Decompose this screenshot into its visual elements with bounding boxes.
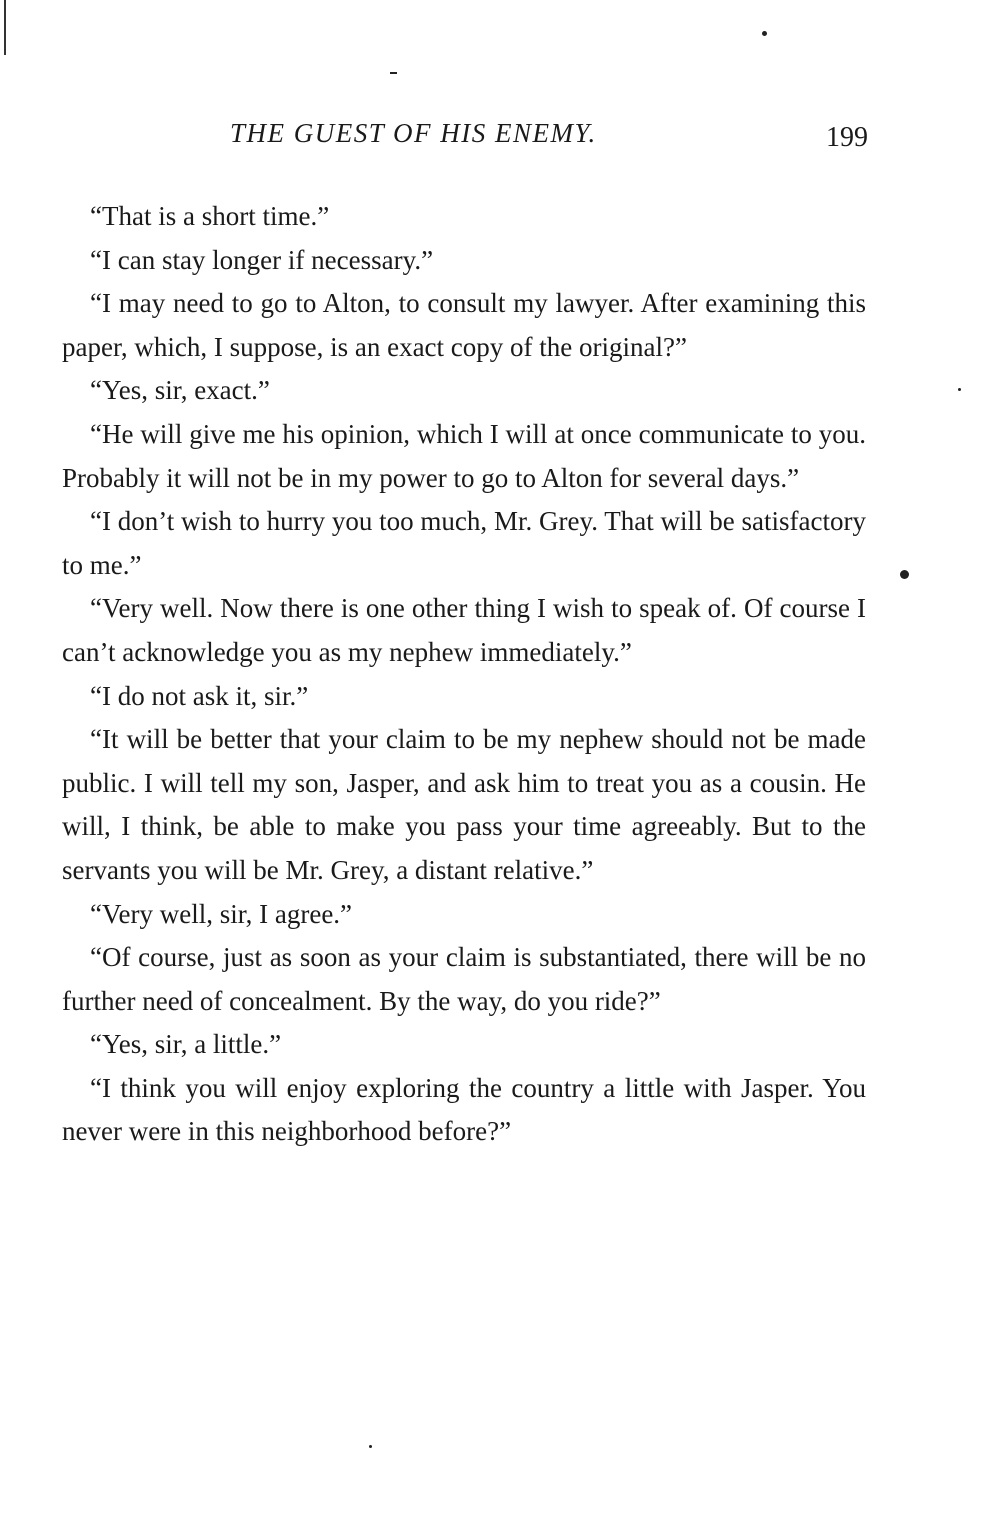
paragraph: “He will give me his opinion, which I will at once communicate to you. Probably it will not be in my power to go to Alton for several days.”: [62, 418, 866, 493]
paragraph: “I can stay longer if necessary.”: [90, 244, 434, 275]
scan-speck: [369, 1445, 372, 1448]
paragraph: “I don’t wish to hurry you too much, Mr. Grey. That will be satisfactory to me.”: [62, 506, 866, 580]
scan-edge-line: [4, 0, 6, 55]
running-title: THE GUEST OF HIS ENEMY.: [230, 118, 597, 148]
paragraph: “That is a short time.”: [90, 201, 330, 231]
body-text: [62, 195, 866, 1154]
page-header: [62, 118, 872, 162]
scan-speck: [958, 388, 961, 391]
paragraph: “Yes, sir, exact.”: [90, 375, 270, 406]
page-number: 199: [826, 122, 868, 153]
paragraph: “Very well. Now there is one other thing I wish to speak of. Of course I can’t acknowledge you as my nephew immediately.”: [62, 593, 866, 667]
paragraph: “I think you will enjoy exploring the country a little with Jasper. You never were in this neighborhood before?”: [62, 1072, 866, 1147]
scan-speck: [390, 72, 397, 74]
scan-speck: [762, 31, 767, 36]
paragraph: “It will be better that your claim to be my nephew should not be made public. I will tell my son, Jasper, and ask him to treat you as a cousin. He will, I think, be able to make you pass your time agreeably. But to the servants you will be Mr. Grey, a distant relative.”: [62, 724, 866, 885]
paragraph: “Very well, sir, I agree.”: [90, 898, 353, 929]
paragraph: “Yes, sir, a little.”: [90, 1029, 282, 1060]
paragraph: “I do not ask it, sir.”: [90, 680, 309, 711]
paragraph: “Of course, just as soon as your claim is substantiated, there will be no further need of concealment. By the way, do you ride?”: [62, 942, 866, 1016]
paragraph: “I may need to go to Alton, to consult my lawyer. After examining this paper, which, I suppose, is an exact copy of the original?”: [62, 288, 866, 362]
scan-speck: [900, 570, 909, 579]
